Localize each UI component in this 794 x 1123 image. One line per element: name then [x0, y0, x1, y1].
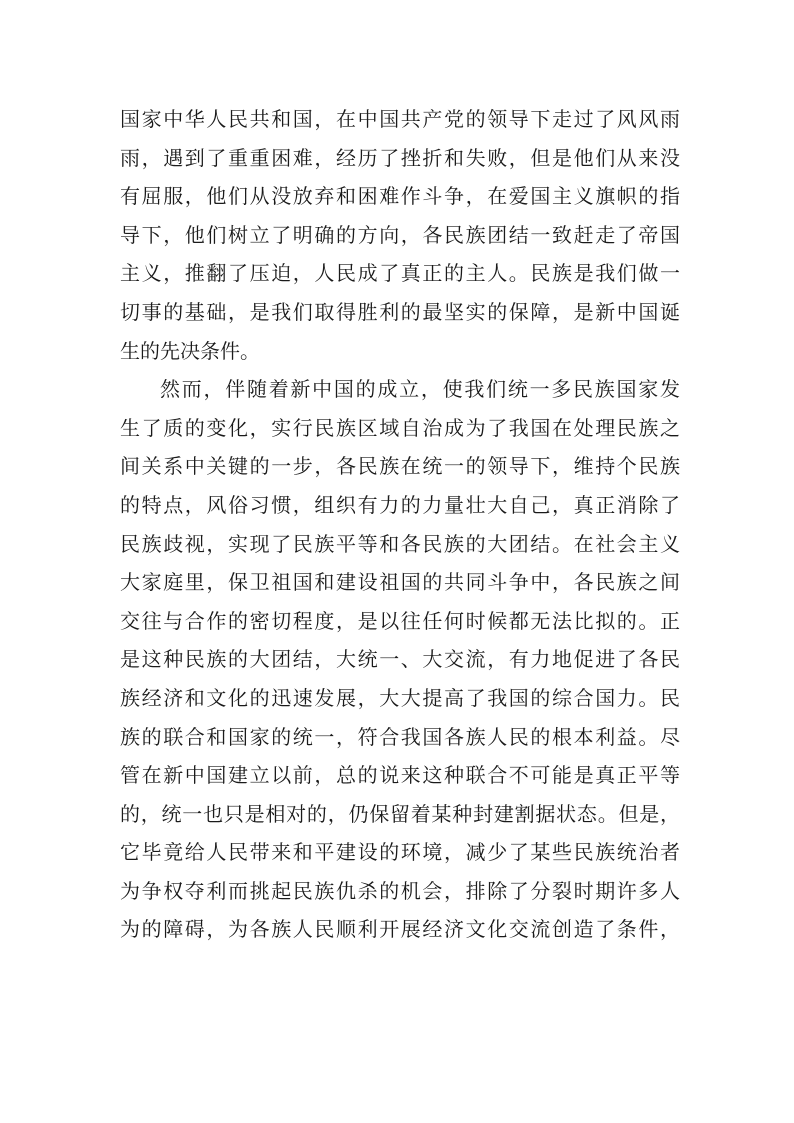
- text-line: 然而，伴随着新中国的成立，使我们统一多民族国家发: [160, 377, 680, 402]
- text-line: 国家中华人民共和国，在中国共产党的领导下走过了风风雨: [120, 107, 680, 131]
- text-line: 族经济和文化的迅速发展，大大提高了我国的综合国力。民: [120, 685, 680, 710]
- text-line: 主义，推翻了压迫，人民成了真正的主人。民族是我们做一: [120, 261, 680, 286]
- text-line: 族的联合和国家的统一，符合我国各族人民的根本利益。尽: [120, 724, 680, 749]
- text-line: 是这种民族的大团结，大统一、大交流，有力地促进了各民: [120, 647, 680, 672]
- text-line: 切事的基础，是我们取得胜利的最坚实的保障，是新中国诞: [120, 299, 680, 324]
- text-line: 雨，遇到了重重困难，经历了挫折和失败，但是他们从来没: [120, 145, 680, 170]
- text-line: 导下，他们树立了明确的方向，各民族团结一致赶走了帝国: [120, 222, 680, 247]
- text-line: 间关系中关键的一步，各民族在统一的领导下，维持个民族: [120, 454, 680, 479]
- text-line: 民族歧视，实现了民族平等和各民族的大团结。在社会主义: [120, 531, 680, 556]
- text-line: 生了质的变化，实行民族区域自治成为了我国在处理民族之: [120, 415, 680, 440]
- text-line: 为争权夺利而挑起民族仇杀的机会，排除了分裂时期许多人: [120, 878, 680, 903]
- text-line: 它毕竟给人民带来和平建设的环境，减少了某些民族统治者: [120, 840, 680, 865]
- text-line: 生的先决条件。: [120, 338, 260, 363]
- text-line: 为的障碍，为各族人民顺利开展经济文化交流创造了条件，: [120, 917, 680, 942]
- text-line: 大家庭里，保卫祖国和建设祖国的共同斗争中，各民族之间: [120, 570, 680, 595]
- text-line: 的特点，风俗习惯，组织有力的力量壮大自己，真正消除了: [120, 492, 680, 517]
- text-line: 的，统一也只是相对的，仍保留着某种封建割据状态。但是，: [120, 801, 680, 826]
- body-text: [120, 100, 680, 949]
- text-line: 有屈服，他们从没放弃和困难作斗争，在爱国主义旗帜的指: [120, 184, 680, 209]
- text-line: 交往与合作的密切程度，是以往任何时候都无法比拟的。正: [120, 608, 680, 633]
- text-line: 管在新中国建立以前，总的说来这种联合不可能是真正平等: [120, 763, 680, 788]
